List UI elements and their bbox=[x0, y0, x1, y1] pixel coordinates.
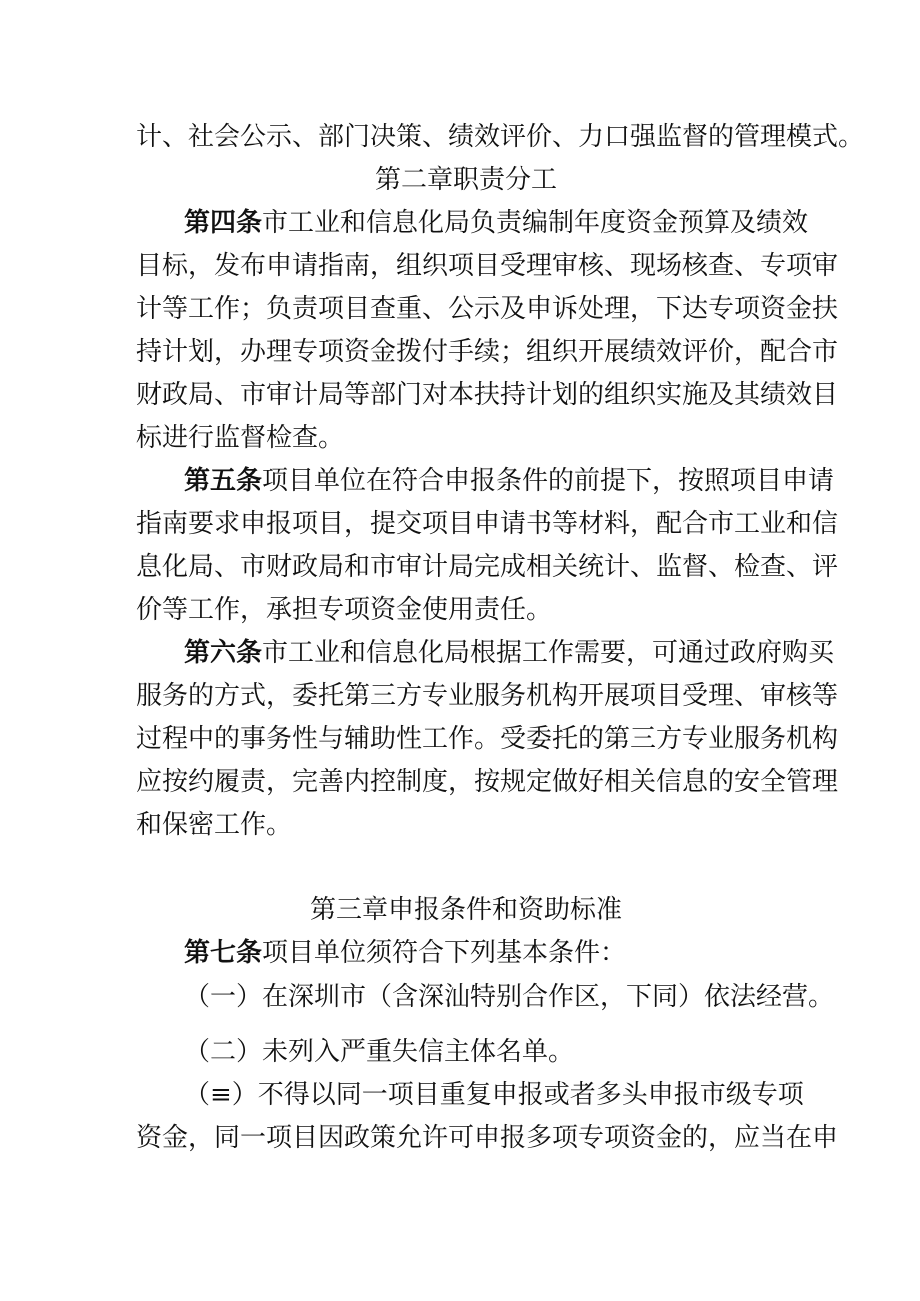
text-line: 指南要求申报项目，提交项目申请书等材料，配合市工业和信 bbox=[136, 509, 839, 539]
text-line: 持计划，办理专项资金拨付手续；组织开展绩效评价，配合市 bbox=[136, 337, 839, 367]
article-label: 第五条 bbox=[184, 466, 263, 496]
text-line: 计等工作；负责项目查重、公示及申诉处理，下达专项资金扶 bbox=[136, 294, 839, 324]
chapter-heading: 第三章申报条件和资助标准 bbox=[309, 895, 622, 925]
text-line: 计、社会公示、部门决策、绩效评价、力口强监督的管理模式。 bbox=[136, 122, 865, 152]
article-first-line bbox=[184, 633, 835, 673]
text-line: 过程中的事务性与辅助性工作。受委托的第三方专业服务机构 bbox=[136, 724, 839, 754]
text-line: 服务的方式，委托第三方专业服务机构开展项目受理、审核等 bbox=[136, 681, 839, 711]
article-text: 项目单位在符合申报条件的前提下，按照项目申请 bbox=[262, 466, 835, 496]
text-line: 和保密工作。 bbox=[136, 810, 293, 840]
article-first-line bbox=[184, 933, 796, 973]
text-line: 息化局、市财政局和市审计局完成相关统计、监督、检查、评 bbox=[136, 552, 839, 582]
article-label: 第六条 bbox=[184, 638, 263, 668]
article-first-line bbox=[184, 461, 835, 501]
article-label: 第七条 bbox=[184, 938, 263, 968]
article-text: 市工业和信息化局负责编制年度资金预算及绩效 bbox=[262, 208, 809, 238]
text-line: 标进行监督检查。 bbox=[136, 423, 345, 453]
article-label: 第四条 bbox=[184, 208, 263, 238]
text-line: （二）未列入严重失信主体名单。 bbox=[184, 1037, 575, 1067]
text-line: 财政局、市审计局等部门对本扶持计划的组织实施及其绩效目 bbox=[136, 380, 839, 410]
text-line: 应按约履责，完善内控制度，按规定做好相关信息的安全管理 bbox=[136, 767, 839, 797]
chapter-heading: 第二章职责分工 bbox=[374, 165, 557, 195]
text-line: 价等工作，承担专项资金使用责任。 bbox=[136, 595, 553, 625]
text-line: 目标，发布申请指南，组织项目受理审核、现场核查、专项审 bbox=[136, 251, 839, 281]
article-text: 项目单位须符合下列基本条件： bbox=[262, 938, 627, 968]
text-line: （≡）不得以同一项目重复申报或者多头申报市级专项 bbox=[184, 1080, 804, 1110]
article-text: 市工业和信息化局根据工作需要，可通过政府购买 bbox=[262, 638, 835, 668]
text-line: （一）在深圳市（含深汕特别合作区，下同）依法经营。 bbox=[184, 982, 835, 1012]
text-line: 资金，同一项目因政策允许可申报多项专项资金的，应当在申 bbox=[136, 1123, 839, 1153]
article-first-line bbox=[184, 203, 809, 243]
